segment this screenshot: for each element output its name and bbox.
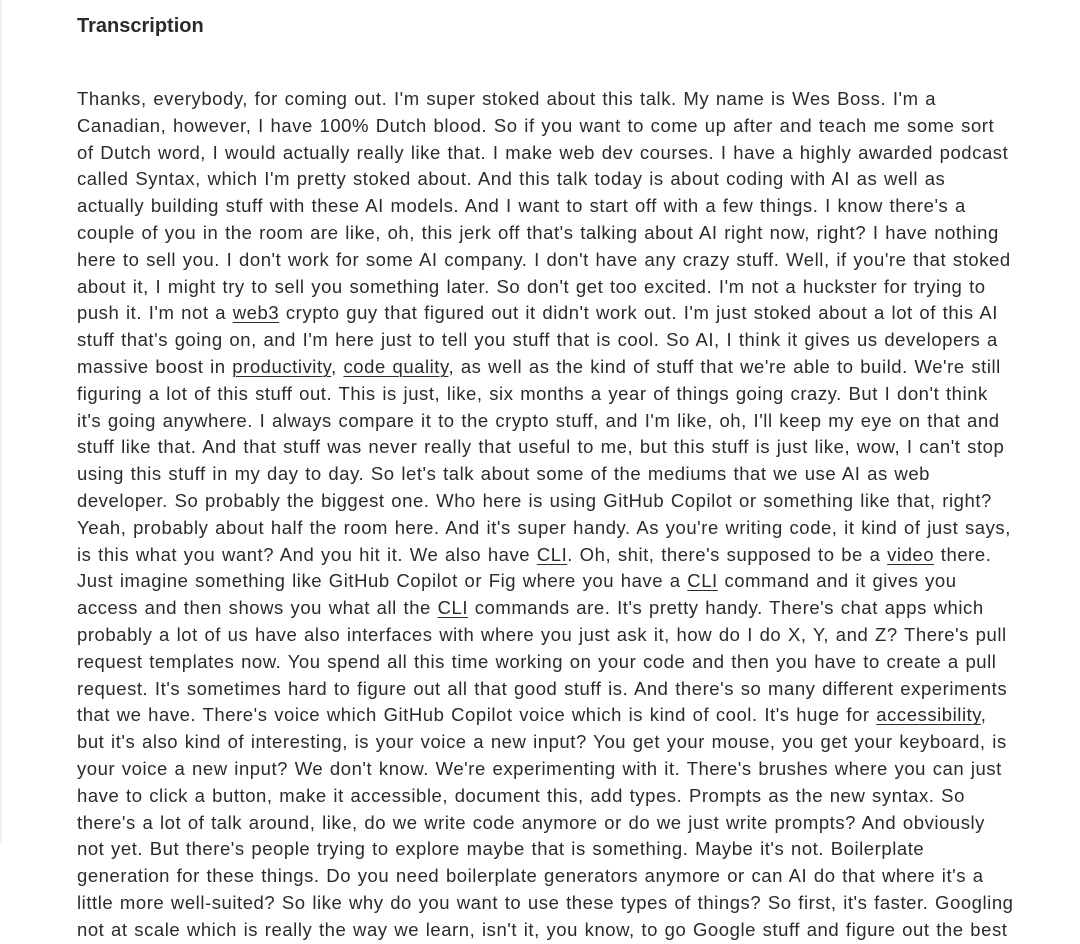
link-video[interactable]: video (887, 543, 935, 565)
transcript-text: crypto guy that figured out it didn't work out. I'm just stoked about a lot of this AI stuff that's going on, and I'm here just to tell you stuff that is cool. So AI, I think it gives us developers a massive boost in (77, 302, 998, 377)
link-code-quality[interactable]: code quality (343, 355, 449, 377)
link-cli[interactable]: CLI (536, 543, 568, 565)
transcript-text: , as well as the kind of stuff that we're able to build. We're still figuring a lot of this stuff out. This is just, like, six months a year of things going crazy. But I don't think it's going anywhere. I always compare it to the crypto stuff, and I'm like, oh, I'll keep my eye on that and stuff like that. And that stuff was never really that useful to me, but this stuff is just like, wow, I can't stop using this stuff in my day to day. So let's talk about some of the mediums that we use AI as web developer. So probably the biggest one. Who here is using GitHub Copilot or something like that, right? Yeah, probably about half the room here. And it's super handy. As you're writing code, it kind of just says, is this what you want? And you hit it. We also have (77, 355, 1011, 565)
link-productivity[interactable]: productivity (232, 355, 332, 377)
page-title: Transcription (77, 15, 204, 37)
transcript-text: there. Just imagine something like GitHub Copilot or Fig where you have a (77, 543, 992, 592)
link-web3[interactable]: web3 (232, 302, 280, 324)
transcript-text: Thanks, everybody, for coming out. I'm super stoked about this talk. My name is Wes Boss. I'm a Canadian, however, I have 100% Dutch blood. So if you want to come up after and teach me some sort of Dutch word, I would actually really like that. I make web dev courses. I have a highly awarded podcast called Syntax, which I'm pretty stoked about. And this talk today is about coding with AI as well as actually building stuff with these AI models. And I want to start off with a few things. I know there's a couple of you in the room are like, oh, this jerk off that's talking about AI right now, right? I have nothing here to sell you. I don't work for some AI company. I don't have any crazy stuff. Well, if you're that stoked about it, I might try to sell you something later. So don't get too excited. I'm not a huckster for trying to push it. I'm not a (77, 88, 1011, 324)
transcript-text: , (331, 355, 344, 377)
transcript-text: , but it's also kind of interesting, is your voice a new input? You get your mouse, you get your keyboard, is your voice a new input? We don't know. We're experimenting with it. There's brushes where you can just have to click a button, make it accessible, document this, add types. Prompts as the new syntax. So there's a lot of talk around, like, do we write code anymore or do we just write prompts? And obviously not yet. But there's people trying to explore maybe that is something. Maybe it's not. Boilerplate generation for these things. Do you need boilerplate generators anymore or can AI do that where it's a little more well-suited? So like why do you want to use these types of things? So first, it's faster. Googling not at scale which is really the way we learn, isn't it, you know, to go Google stuff and figure out the best (77, 704, 1014, 940)
link-cli[interactable]: CLI (437, 597, 469, 619)
transcript-text: commands are. It's pretty handy. There's chat apps which probably a lot of us have also interfaces with where you just ask it, how do I do X, Y, and Z? There's pull request templates now. You spend all this time working on your code and then you have to create a pull request. It's sometimes hard to figure out all that good stuff is. And there's so many different experiments that we have. There's voice which GitHub Copilot voice which is kind of cool. It's huge for (77, 597, 1008, 726)
transcript-text: command and it gives you access and then shows you what all the (77, 570, 957, 619)
link-accessibility[interactable]: accessibility (876, 704, 981, 726)
transcript-text: . Oh, shit, there's supposed to be a (567, 543, 888, 565)
link-cli[interactable]: CLI (687, 570, 718, 592)
transcript-body (77, 86, 1017, 944)
